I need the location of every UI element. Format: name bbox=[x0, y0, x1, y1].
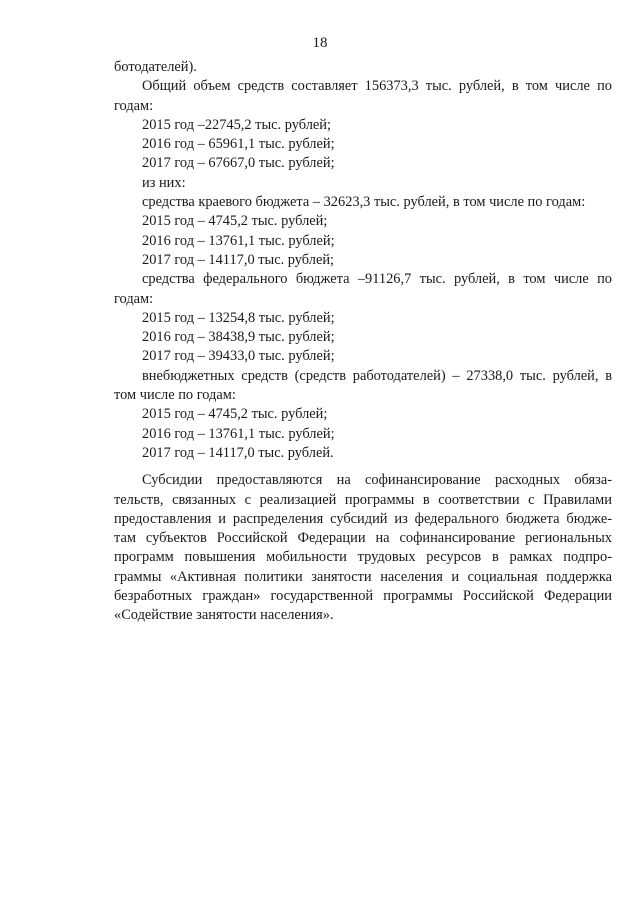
text-line: 2017 год – 14117,0 тыс. рублей; bbox=[142, 251, 335, 268]
text-line: 2016 год – 13761,1 тыс. рублей; bbox=[142, 232, 335, 249]
text-line: «Содействие занятости населения». bbox=[114, 607, 334, 624]
text-line: 2016 год – 13761,1 тыс. рублей; bbox=[142, 425, 335, 442]
text-line: ботодателей). bbox=[114, 59, 197, 75]
text-line: тельств, связанных с реализацией программы в соответствии с Правилами bbox=[114, 491, 612, 508]
text-line: граммы «Активная политики занятости населения и социальная поддержка bbox=[114, 568, 612, 585]
text-line: том числе по годам: bbox=[114, 387, 236, 404]
text-line: 2015 год – 4745,2 тыс. рублей; bbox=[142, 406, 328, 423]
text-line: средства краевого бюджета – 32623,3 тыс. рублей, в том числе по годам: bbox=[142, 194, 586, 211]
document-body bbox=[114, 58, 612, 626]
text-line: программ повышения мобильности трудовых ресурсов в рамках подпро- bbox=[114, 549, 612, 566]
text-line: внебюджетных средств (средств работодателей) – 27338,0 тыс. рублей, в bbox=[142, 367, 612, 384]
text-line: безработных граждан» государственной программы Российской Федерации bbox=[114, 588, 612, 605]
text-line: 2016 год – 65961,1 тыс. рублей; bbox=[142, 136, 335, 153]
text-line: средства федерального бюджета –91126,7 тыс. рублей, в том числе по bbox=[142, 271, 612, 288]
text-line: там субъектов Российской Федерации на софинансирование региональных bbox=[114, 530, 612, 547]
text-line: 2016 год – 38438,9 тыс. рублей; bbox=[142, 329, 335, 346]
text-line: 2015 год –22745,2 тыс. рублей; bbox=[142, 116, 331, 133]
text-line: из них: bbox=[142, 174, 186, 191]
text-line: 2017 год – 14117,0 тыс. рублей. bbox=[142, 444, 334, 461]
text-line: предоставления и распределения субсидий из федерального бюджета бюдже- bbox=[114, 510, 612, 527]
text-line: 2015 год – 4745,2 тыс. рублей; bbox=[142, 213, 328, 230]
text-line: 2017 год – 39433,0 тыс. рублей; bbox=[142, 348, 335, 365]
text-line: Общий объем средств составляет 156373,3 тыс. рублей, в том числе по bbox=[142, 78, 612, 95]
text-line: годам: bbox=[114, 290, 154, 307]
text-line: годам: bbox=[114, 97, 154, 114]
page-number: 18 bbox=[312, 35, 328, 51]
text-line: Субсидии предоставляются на софинансирование расходных обяза- bbox=[142, 472, 612, 489]
text-line: 2015 год – 13254,8 тыс. рублей; bbox=[142, 309, 335, 326]
text-line: 2017 год – 67667,0 тыс. рублей; bbox=[142, 155, 335, 172]
